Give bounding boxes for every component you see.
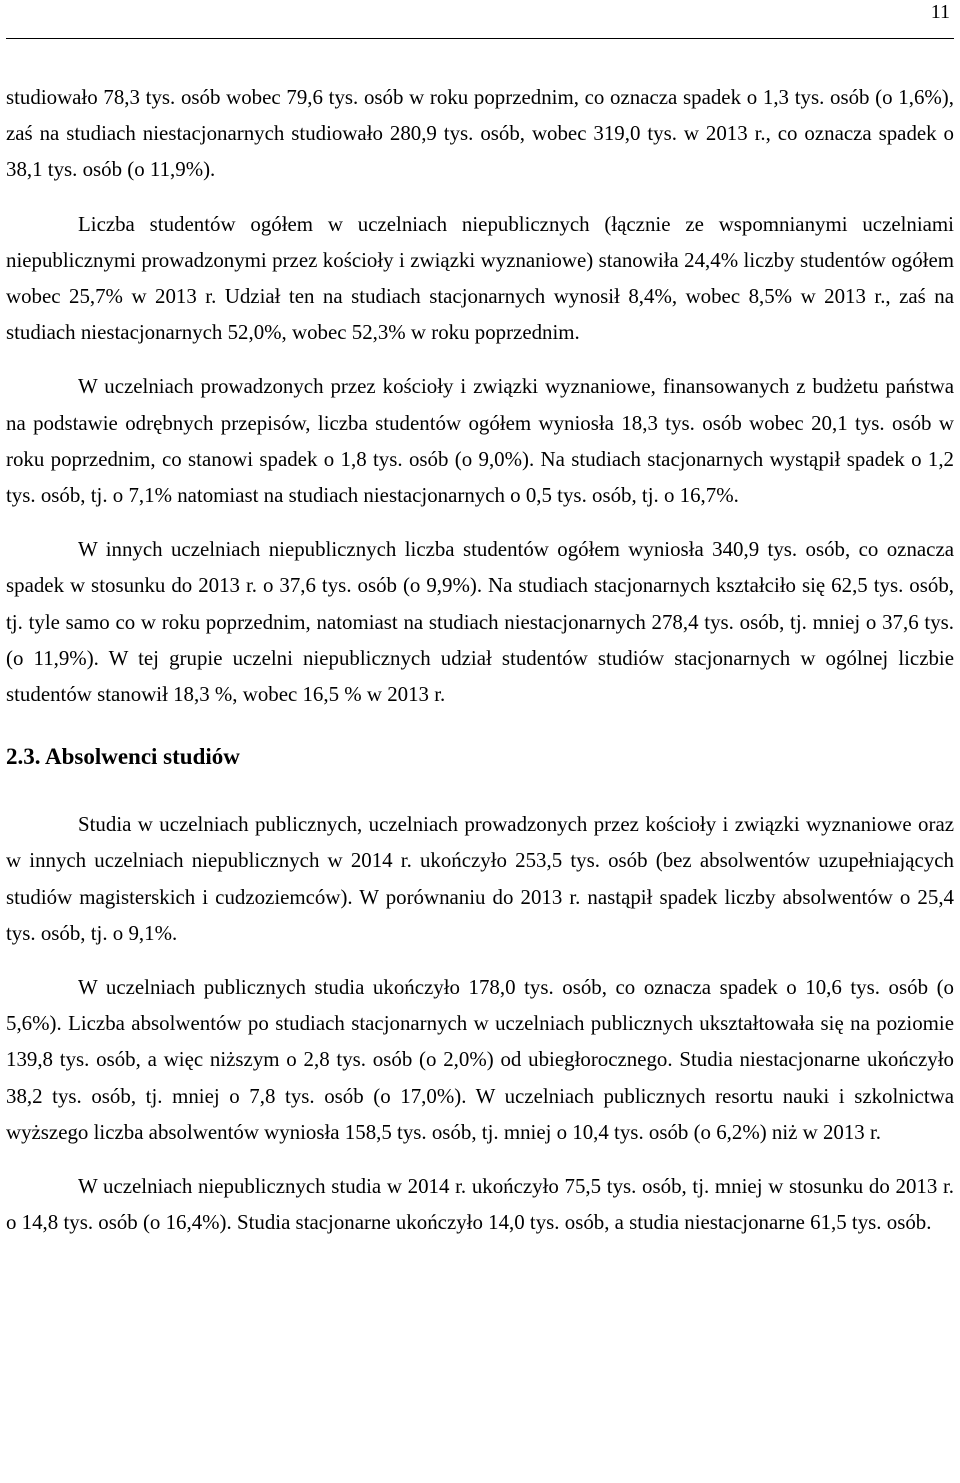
header-divider xyxy=(6,38,954,39)
paragraph-graduates-public: W uczelniach publicznych studia ukończyło 178,0 tys. osób, co oznacza spadek o 10,6 tys. osób (o 5,6%). Liczba absolwentów po studiach stacjonarnych w uczelniach publicznych ukształtowała się na poziomie 139,8 tys. osób, a więc niższym o 2,8 tys. osób (o 2,0%) od ubiegłorocznego. Studia niestacjonarne ukończyło 38,2 tys. osób, tj. mniej o 7,8 tys. osób (o 17,0%). W uczelniach publicznych resortu nauki i szkolnictwa wyższego liczba absolwentów wyniosła 158,5 tys. osób, tj. mniej o 10,4 tys. osób (o 6,2%) niż w 2013 r. xyxy=(6,975,954,1144)
paragraph-graduates-total: Studia w uczelniach publicznych, uczelniach prowadzonych przez kościoły i związki wyznaniowe oraz w innych uczelniach niepublicznych w 2014 r. ukończyło 253,5 tys. osób (bez absolwentów uzupełniających studiów magisterskich i cudzoziemców). W porównaniu do 2013 r. nastąpił spadek liczby absolwentów o 25,4 tys. osób, tj. o 9,1%. xyxy=(6,812,954,945)
paragraph-other-nonpublic: W innych uczelniach niepublicznych liczba studentów ogółem wyniosła 340,9 tys. osób, co oznacza spadek w stosunku do 2013 r. o 37,6 tys. osób (o 9,9%). Na studiach stacjonarnych kształciło się 62,5 tys. osób, tj. tyle samo co w roku poprzednim, natomiast na studiach niestacjonarnych 278,4 tys. osób, tj. mniej o 37,6 tys. (o 11,9%). W tej grupie uczelni niepublicznych udział studentów studiów stacjonarnych w ogólnej liczbie studentów stanowił 18,3 %, wobec 16,5 % w 2013 r. xyxy=(6,537,954,707)
paragraph-students-continued: studiowało 78,3 tys. osób wobec 79,6 tys. osób w roku poprzednim, co oznacza spadek o 1,3 tys. osób (o 1,6%), zaś na studiach niestacjonarnych studiowało 280,9 tys. osób, wobec 319,0 tys. w 2013 r., co oznacza spadek o 38,1 tys. osób (o 11,9%). xyxy=(6,85,954,182)
paragraph-church-universities: W uczelniach prowadzonych przez kościoły i związki wyznaniowe, finansowanych z budżetu państwa na podstawie odrębnych przepisów, liczba studentów ogółem wyniosła 18,3 tys. osób wobec 20,1 tys. osób w roku poprzednim, co stanowi spadek o 1,8 tys. osób (o 9,0%). Na studiach stacjonarnych wystąpił spadek o 1,2 tys. osób, tj. o 7,1% natomiast na studiach niestacjonarnych o 0,5 tys. osób, tj. o 16,7%. xyxy=(6,374,954,508)
page-number: 11 xyxy=(930,1,950,23)
document-body xyxy=(6,79,954,1250)
section-heading-graduates: 2.3. Absolwenci studiów xyxy=(6,744,240,770)
paragraph-graduates-nonpublic: W uczelniach niepublicznych studia w 2014 r. ukończyło 75,5 tys. osób, tj. mniej w stosunku do 2013 r. o 14,8 tys. osób (o 16,4%). Studia stacjonarne ukończyło 14,0 tys. osób, a studia niestacjonarne 61,5 tys. osób. xyxy=(6,1174,954,1235)
paragraph-nonpublic-share: Liczba studentów ogółem w uczelniach niepublicznych (łącznie ze wspomnianymi uczelniami niepublicznymi prowadzonymi przez kościoły i związki wyznaniowe) stanowiła 24,4% liczby studentów ogółem wobec 25,7% w 2013 r. Udział ten na studiach stacjonarnych wynosił 8,4%, wobec 8,5% w 2013 r., zaś na studiach niestacjonarnych 52,0%, wobec 52,3% w roku poprzednim. xyxy=(6,211,954,345)
